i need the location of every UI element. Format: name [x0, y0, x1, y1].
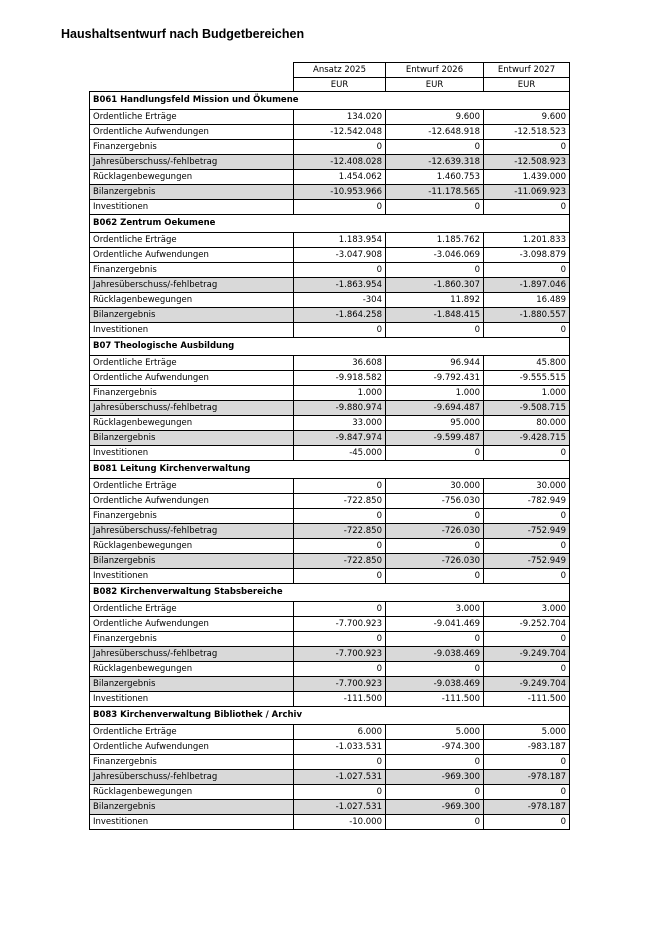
value-cell: 1.000 [386, 386, 484, 401]
value-cell: 0 [386, 200, 484, 215]
value-cell: -9.918.582 [294, 371, 386, 386]
value-cell: -9.847.974 [294, 431, 386, 446]
value-cell: -1.027.531 [294, 770, 386, 785]
value-cell: -9.428.715 [484, 431, 570, 446]
value-cell: -756.030 [386, 494, 484, 509]
table-row [90, 401, 570, 416]
value-cell: -10.953.966 [294, 185, 386, 200]
table-row [90, 170, 570, 185]
value-cell: 0 [484, 200, 570, 215]
column-unit-2025: EUR [294, 78, 386, 92]
value-cell: -9.694.487 [386, 401, 484, 416]
row-label: Ordentliche Aufwendungen [90, 371, 294, 386]
value-cell: -12.408.028 [294, 155, 386, 170]
table-row [90, 110, 570, 125]
value-cell: -9.038.469 [386, 677, 484, 692]
value-cell: 0 [386, 815, 484, 830]
table-row [90, 155, 570, 170]
row-label: Ordentliche Aufwendungen [90, 494, 294, 509]
row-label: Rücklagenbewegungen [90, 416, 294, 431]
value-cell: 30.000 [386, 479, 484, 494]
row-label: Rücklagenbewegungen [90, 785, 294, 800]
value-cell: -722.850 [294, 524, 386, 539]
value-cell: 0 [386, 755, 484, 770]
value-cell: -12.542.048 [294, 125, 386, 140]
value-cell: 0 [484, 815, 570, 830]
table-row [90, 617, 570, 632]
value-cell: -304 [294, 293, 386, 308]
row-label: Finanzergebnis [90, 263, 294, 278]
table-row [90, 233, 570, 248]
value-cell: 30.000 [484, 479, 570, 494]
row-label: Jahresüberschuss/-fehlbetrag [90, 770, 294, 785]
value-cell: -10.000 [294, 815, 386, 830]
value-cell: 1.000 [484, 386, 570, 401]
table-row [90, 293, 570, 308]
value-cell: -969.300 [386, 800, 484, 815]
section-title: B07 Theologische Ausbildung [90, 338, 570, 356]
section-header-row [90, 92, 570, 110]
section-header-row [90, 215, 570, 233]
value-cell: -3.047.908 [294, 248, 386, 263]
row-label: Investitionen [90, 323, 294, 338]
value-cell: -1.860.307 [386, 278, 484, 293]
section-title: B062 Zentrum Oekumene [90, 215, 570, 233]
value-cell: 0 [386, 263, 484, 278]
row-label: Investitionen [90, 446, 294, 461]
row-label: Bilanzergebnis [90, 677, 294, 692]
value-cell: 0 [386, 446, 484, 461]
value-cell: 0 [386, 539, 484, 554]
value-cell: -12.518.523 [484, 125, 570, 140]
value-cell: -11.069.923 [484, 185, 570, 200]
value-cell: -12.639.318 [386, 155, 484, 170]
row-label: Finanzergebnis [90, 140, 294, 155]
value-cell: -7.700.923 [294, 617, 386, 632]
value-cell: -978.187 [484, 800, 570, 815]
value-cell: 0 [294, 755, 386, 770]
value-cell: -12.648.918 [386, 125, 484, 140]
table-row [90, 785, 570, 800]
column-header-row [90, 63, 570, 78]
table-row [90, 446, 570, 461]
row-label: Ordentliche Aufwendungen [90, 125, 294, 140]
table-row [90, 632, 570, 647]
value-cell: 0 [484, 539, 570, 554]
section-title: B081 Leitung Kirchenverwaltung [90, 461, 570, 479]
value-cell: 0 [386, 140, 484, 155]
row-label: Bilanzergebnis [90, 800, 294, 815]
value-cell: -9.038.469 [386, 647, 484, 662]
row-label: Jahresüberschuss/-fehlbetrag [90, 155, 294, 170]
row-label: Investitionen [90, 200, 294, 215]
value-cell: 1.185.762 [386, 233, 484, 248]
value-cell: -782.949 [484, 494, 570, 509]
column-header-entwurf-2027: Entwurf 2027 [484, 63, 570, 78]
section-header-row [90, 584, 570, 602]
table-row [90, 524, 570, 539]
value-cell: 0 [484, 140, 570, 155]
value-cell: -9.508.715 [484, 401, 570, 416]
value-cell: 0 [294, 509, 386, 524]
value-cell: 0 [294, 200, 386, 215]
table-row [90, 479, 570, 494]
row-label: Bilanzergebnis [90, 554, 294, 569]
value-cell: 1.201.833 [484, 233, 570, 248]
value-cell: 0 [386, 632, 484, 647]
table-row [90, 125, 570, 140]
row-label: Investitionen [90, 815, 294, 830]
value-cell: 33.000 [294, 416, 386, 431]
row-label: Jahresüberschuss/-fehlbetrag [90, 278, 294, 293]
table-row [90, 185, 570, 200]
value-cell: 0 [484, 509, 570, 524]
value-cell: 0 [484, 785, 570, 800]
row-label: Jahresüberschuss/-fehlbetrag [90, 524, 294, 539]
value-cell: 0 [484, 662, 570, 677]
value-cell: 0 [484, 323, 570, 338]
table-row [90, 740, 570, 755]
section-title: B061 Handlungsfeld Mission und Ökumene [90, 92, 570, 110]
value-cell: -45.000 [294, 446, 386, 461]
value-cell: -1.897.046 [484, 278, 570, 293]
value-cell: -726.030 [386, 524, 484, 539]
table-row [90, 263, 570, 278]
table-row [90, 602, 570, 617]
value-cell: -752.949 [484, 524, 570, 539]
value-cell: 1.439.000 [484, 170, 570, 185]
table-row [90, 692, 570, 707]
row-label: Finanzergebnis [90, 755, 294, 770]
value-cell: -1.027.531 [294, 800, 386, 815]
row-label: Ordentliche Erträge [90, 479, 294, 494]
row-label: Jahresüberschuss/-fehlbetrag [90, 401, 294, 416]
value-cell: -7.700.923 [294, 647, 386, 662]
value-cell: 6.000 [294, 725, 386, 740]
value-cell: 0 [294, 140, 386, 155]
value-cell: 80.000 [484, 416, 570, 431]
row-label: Rücklagenbewegungen [90, 293, 294, 308]
budget-table [89, 62, 570, 830]
table-row [90, 770, 570, 785]
table-row [90, 371, 570, 386]
section-header-row [90, 461, 570, 479]
row-label: Ordentliche Erträge [90, 602, 294, 617]
value-cell: 1.000 [294, 386, 386, 401]
value-cell: -3.046.069 [386, 248, 484, 263]
column-unit-2027: EUR [484, 78, 570, 92]
row-label: Finanzergebnis [90, 632, 294, 647]
row-label: Bilanzergebnis [90, 431, 294, 446]
table-body [90, 92, 570, 830]
table-row [90, 539, 570, 554]
value-cell: 9.600 [386, 110, 484, 125]
value-cell: 1.183.954 [294, 233, 386, 248]
page-title: Haushaltsentwurf nach Budgetbereichen [61, 27, 305, 41]
value-cell: -1.880.557 [484, 308, 570, 323]
value-cell: 0 [386, 509, 484, 524]
value-cell: -1.864.258 [294, 308, 386, 323]
table-row [90, 725, 570, 740]
value-cell: 0 [386, 785, 484, 800]
table-row [90, 356, 570, 371]
value-cell: 1.460.753 [386, 170, 484, 185]
value-cell: 0 [294, 662, 386, 677]
table-row [90, 800, 570, 815]
table-row [90, 278, 570, 293]
table-row [90, 677, 570, 692]
value-cell: 134.020 [294, 110, 386, 125]
value-cell: -1.863.954 [294, 278, 386, 293]
table-row [90, 323, 570, 338]
table-row [90, 248, 570, 263]
value-cell: -974.300 [386, 740, 484, 755]
value-cell: -111.500 [294, 692, 386, 707]
row-label: Investitionen [90, 569, 294, 584]
value-cell: -1.033.531 [294, 740, 386, 755]
row-label: Ordentliche Erträge [90, 233, 294, 248]
row-label: Jahresüberschuss/-fehlbetrag [90, 647, 294, 662]
value-cell: 0 [294, 479, 386, 494]
value-cell: 0 [484, 632, 570, 647]
table-row [90, 647, 570, 662]
value-cell: 11.892 [386, 293, 484, 308]
table-row [90, 755, 570, 770]
value-cell: 0 [294, 632, 386, 647]
value-cell: -9.249.704 [484, 677, 570, 692]
header-blank-cell [90, 78, 294, 92]
value-cell: -111.500 [484, 692, 570, 707]
value-cell: -3.098.879 [484, 248, 570, 263]
table-row [90, 569, 570, 584]
value-cell: 1.454.062 [294, 170, 386, 185]
value-cell: -7.700.923 [294, 677, 386, 692]
row-label: Bilanzergebnis [90, 185, 294, 200]
value-cell: -9.249.704 [484, 647, 570, 662]
section-header-row [90, 707, 570, 725]
row-label: Bilanzergebnis [90, 308, 294, 323]
value-cell: -722.850 [294, 554, 386, 569]
value-cell: -9.041.469 [386, 617, 484, 632]
table-row [90, 554, 570, 569]
section-header-row [90, 338, 570, 356]
section-title: B082 Kirchenverwaltung Stabsbereiche [90, 584, 570, 602]
value-cell: 95.000 [386, 416, 484, 431]
value-cell: 5.000 [484, 725, 570, 740]
column-header-ansatz-2025: Ansatz 2025 [294, 63, 386, 78]
table-row [90, 308, 570, 323]
column-unit-row [90, 78, 570, 92]
value-cell: 0 [386, 323, 484, 338]
value-cell: -752.949 [484, 554, 570, 569]
value-cell: -11.178.565 [386, 185, 484, 200]
value-cell: 0 [484, 755, 570, 770]
row-label: Finanzergebnis [90, 386, 294, 401]
row-label: Ordentliche Erträge [90, 356, 294, 371]
value-cell: -1.848.415 [386, 308, 484, 323]
value-cell: -722.850 [294, 494, 386, 509]
value-cell: -983.187 [484, 740, 570, 755]
value-cell: 0 [294, 785, 386, 800]
row-label: Investitionen [90, 692, 294, 707]
value-cell: 9.600 [484, 110, 570, 125]
row-label: Ordentliche Erträge [90, 725, 294, 740]
value-cell: 0 [386, 569, 484, 584]
value-cell: 96.944 [386, 356, 484, 371]
value-cell: 3.000 [386, 602, 484, 617]
table-row [90, 494, 570, 509]
value-cell: 0 [484, 263, 570, 278]
table-row [90, 386, 570, 401]
row-label: Rücklagenbewegungen [90, 170, 294, 185]
table-row [90, 416, 570, 431]
value-cell: -9.599.487 [386, 431, 484, 446]
value-cell: -9.880.974 [294, 401, 386, 416]
value-cell: 3.000 [484, 602, 570, 617]
value-cell: -726.030 [386, 554, 484, 569]
row-label: Rücklagenbewegungen [90, 539, 294, 554]
row-label: Ordentliche Erträge [90, 110, 294, 125]
value-cell: 0 [294, 539, 386, 554]
section-title: B083 Kirchenverwaltung Bibliothek / Archiv [90, 707, 570, 725]
column-header-entwurf-2026: Entwurf 2026 [386, 63, 484, 78]
row-label: Finanzergebnis [90, 509, 294, 524]
table-row [90, 140, 570, 155]
row-label: Ordentliche Aufwendungen [90, 617, 294, 632]
value-cell: 5.000 [386, 725, 484, 740]
table-row [90, 662, 570, 677]
value-cell: -978.187 [484, 770, 570, 785]
value-cell: -111.500 [386, 692, 484, 707]
value-cell: 36.608 [294, 356, 386, 371]
value-cell: -9.555.515 [484, 371, 570, 386]
value-cell: -12.508.923 [484, 155, 570, 170]
table-row [90, 815, 570, 830]
table-row [90, 431, 570, 446]
table-row [90, 200, 570, 215]
row-label: Ordentliche Aufwendungen [90, 740, 294, 755]
value-cell: 0 [386, 662, 484, 677]
value-cell: 45.800 [484, 356, 570, 371]
value-cell: 0 [294, 263, 386, 278]
column-unit-2026: EUR [386, 78, 484, 92]
value-cell: -969.300 [386, 770, 484, 785]
value-cell: 0 [294, 323, 386, 338]
value-cell: 0 [294, 569, 386, 584]
value-cell: 0 [294, 602, 386, 617]
value-cell: -9.252.704 [484, 617, 570, 632]
header-blank-cell [90, 63, 294, 78]
value-cell: 0 [484, 569, 570, 584]
row-label: Ordentliche Aufwendungen [90, 248, 294, 263]
value-cell: 0 [484, 446, 570, 461]
row-label: Rücklagenbewegungen [90, 662, 294, 677]
table-row [90, 509, 570, 524]
value-cell: 16.489 [484, 293, 570, 308]
value-cell: -9.792.431 [386, 371, 484, 386]
